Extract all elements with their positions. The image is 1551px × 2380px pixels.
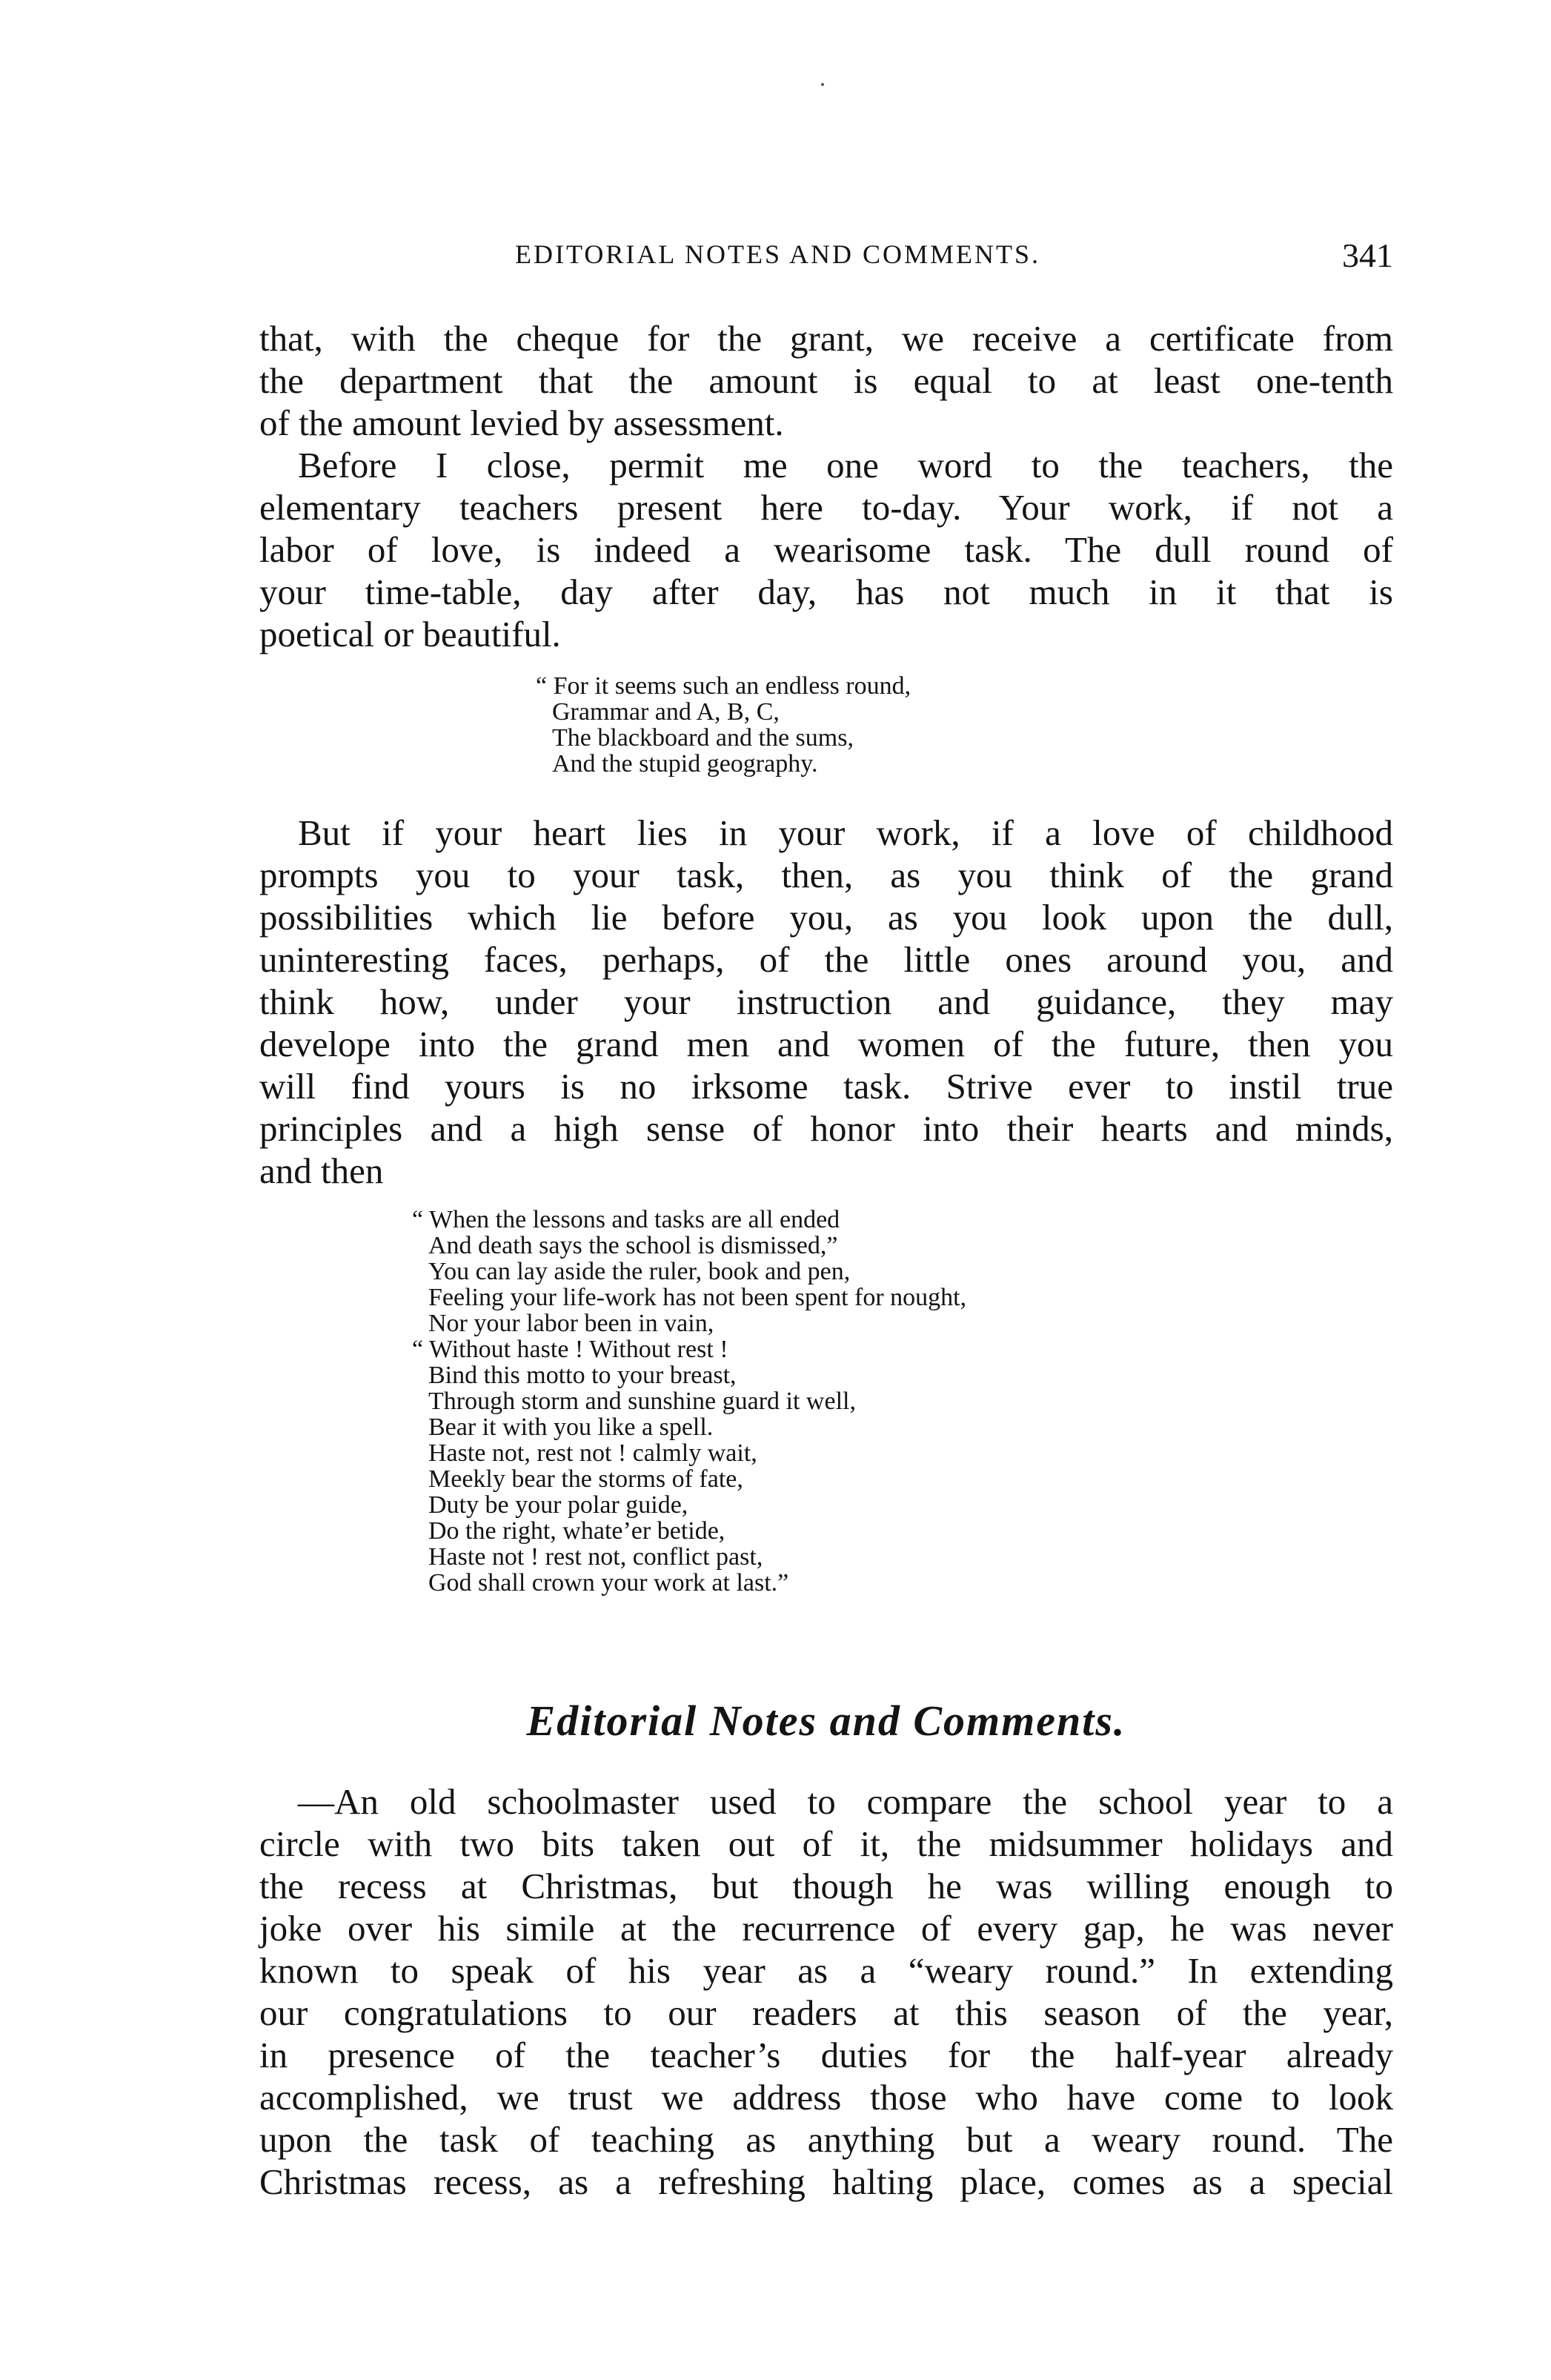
text-line: poetical or beautiful. — [259, 614, 561, 654]
poem-line: You can lay aside the ruler, book and pen, — [428, 1258, 851, 1285]
poem-line: Through storm and sunshine guard it well, — [428, 1388, 856, 1415]
paragraph-teachers — [259, 444, 1393, 655]
running-title: EDITORIAL NOTES AND COMMENTS. — [515, 239, 1041, 269]
poem-line: Haste not ! rest not, conflict past, — [428, 1543, 763, 1571]
poem-line: And death says the school is dismissed,” — [428, 1232, 838, 1259]
text-line: your time-table, day after day, has not much in it that is — [259, 571, 1393, 612]
text-line: the department that the amount is equal to at least one-tenth — [259, 360, 1393, 401]
text-line: prompts you to your task, then, as you think of the grand — [259, 855, 1393, 895]
poem-line: “ When the lessons and tasks are all ended — [412, 1206, 840, 1233]
text-line: principles and a high sense of honor into their hearts and minds, — [259, 1108, 1393, 1149]
poem-line: Feeling your life-work has not been spent for nought, — [428, 1284, 967, 1311]
text-line: elementary teachers present here to-day. Your work, if not a — [259, 487, 1393, 528]
poem-line: Bear it with you like a spell. — [428, 1413, 714, 1441]
poem-line: Meekly bear the storms of fate, — [428, 1465, 743, 1493]
poem-line: “ Without haste ! Without rest ! — [412, 1336, 728, 1363]
text-line: accomplished, we trust we address those who have come to look — [259, 2077, 1393, 2118]
text-line: will find yours is no irksome task. Strive ever to instil true — [259, 1066, 1393, 1107]
text-line: our congratulations to our readers at this season of the year, — [259, 1992, 1393, 2033]
poem-line: Grammar and A, B, C, — [552, 698, 780, 726]
text-line: Before I close, permit me one word to the teachers, the — [298, 445, 1393, 485]
text-line: But if your heart lies in your work, if a love of childhood — [298, 812, 1393, 853]
poem-quote-2 — [412, 1206, 967, 1597]
poem-line: Duty be your polar guide, — [428, 1491, 688, 1519]
poem-line: God shall crown your work at last.” — [428, 1569, 789, 1597]
section-heading: Editorial Notes and Comments. — [526, 1697, 1126, 1745]
stray-ink-mark — [821, 83, 824, 86]
text-line: the recess at Christmas, but though he was willing enough to — [259, 1866, 1393, 1906]
poem-line: Do the right, whate’er betide, — [428, 1517, 725, 1545]
text-line: think how, under your instruction and guidance, they may — [259, 981, 1393, 1022]
poem-line: Nor your labor been in vain, — [428, 1310, 714, 1337]
text-line: in presence of the teacher’s duties for the half-year already — [259, 2035, 1393, 2075]
text-line: joke over his simile at the recurrence of every gap, he was never — [259, 1908, 1393, 1949]
poem-line: And the stupid geography. — [552, 750, 818, 778]
text-line: develope into the grand men and women of the future, then you — [259, 1024, 1393, 1064]
text-line: —An old schoolmaster used to compare the school year to a — [298, 1781, 1393, 1822]
text-line: circle with two bits taken out of it, the midsummer holidays and — [259, 1823, 1393, 1864]
text-line: of the amount levied by assessment. — [259, 402, 784, 443]
poem-line: The blackboard and the sums, — [552, 724, 854, 752]
text-line: upon the task of teaching as anything but a weary round. The — [259, 2119, 1393, 2160]
poem-line: Bind this motto to your breast, — [428, 1362, 737, 1389]
text-line: and then — [259, 1150, 384, 1191]
text-line: uninteresting faces, perhaps, of the little ones around you, and — [259, 939, 1393, 980]
page-header — [259, 236, 1393, 280]
text-line: labor of love, is indeed a wearisome task. The dull round of — [259, 529, 1393, 570]
paragraph-heart — [259, 812, 1393, 1192]
paragraph-schoolmaster — [259, 1780, 1393, 2203]
poem-quote-1 — [536, 672, 911, 778]
paragraph-continuation — [259, 317, 1393, 444]
text-line: known to speak of his year as a “weary round.” In extending — [259, 1950, 1393, 1991]
text-line: possibilities which lie before you, as you look upon the dull, — [259, 897, 1393, 938]
text-line: Christmas recess, as a refreshing halting place, comes as a special — [259, 2161, 1393, 2202]
poem-line: Haste not, rest not ! calmly wait, — [428, 1439, 757, 1467]
page-number: 341 — [1342, 236, 1393, 274]
text-line: that, with the cheque for the grant, we receive a certificate from — [259, 318, 1393, 359]
poem-line: “ For it seems such an endless round, — [536, 672, 911, 700]
